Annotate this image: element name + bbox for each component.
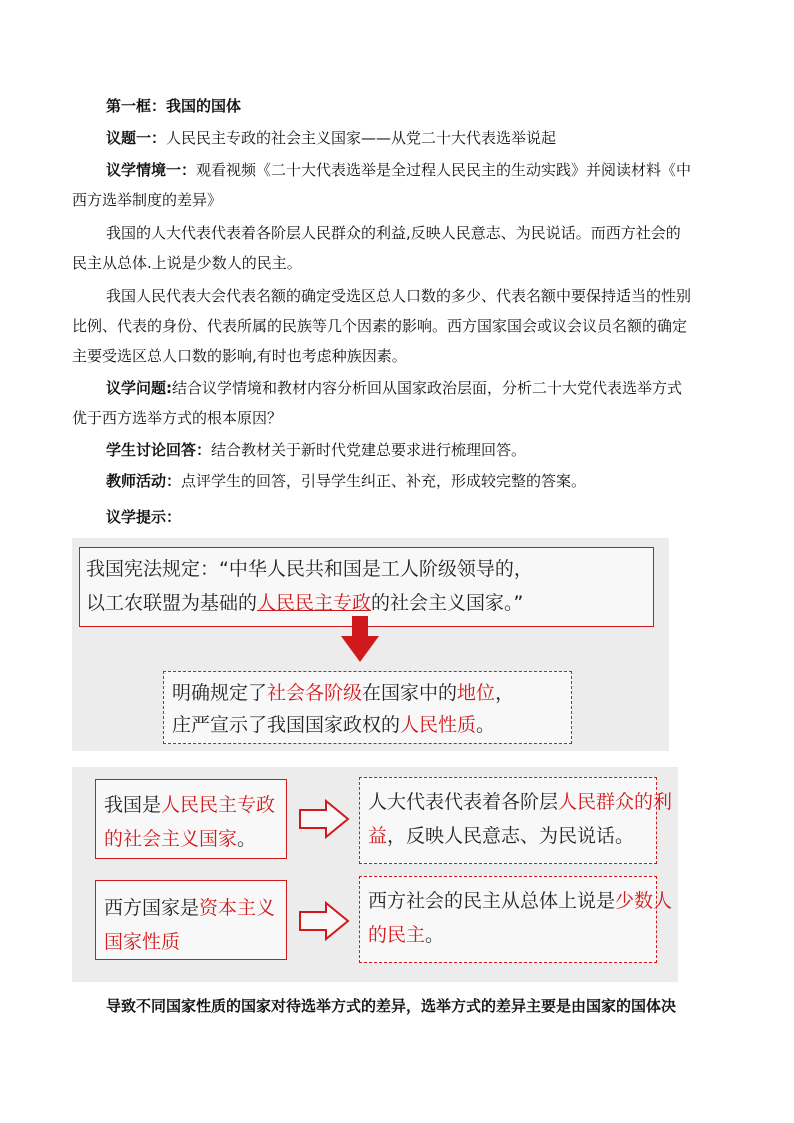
teacher-label: 教师活动：	[106, 472, 182, 490]
student-label: 学生讨论回答：	[106, 441, 212, 459]
constitution-line-2-a: 以工农联盟为基础的	[86, 592, 258, 614]
western-country-box	[95, 880, 287, 960]
western-highlight-1: 资本主义	[199, 897, 276, 919]
constitution-line-2	[86, 591, 523, 615]
meaning-line-1-b: 在国家中的	[362, 682, 458, 704]
representative-line-1	[368, 790, 672, 814]
para2-line1: 我国人民代表大会代表名额的确定受选区总人口数的多少、代表名额中要保持适当的性别	[106, 287, 692, 305]
question-line-2: 优于西方选举方式的根本原因？	[72, 409, 283, 427]
our-country-box	[95, 779, 287, 859]
topic-line	[106, 128, 556, 148]
western-democracy-line-2-b: 。	[425, 924, 445, 946]
representative-line-1-a: 人大代表代表着各阶层	[368, 791, 559, 813]
western-highlight-2: 国家性质	[104, 931, 181, 953]
representative-highlight-1: 人民群众的利	[558, 791, 673, 813]
student-text: 结合教材关于新时代党建总要求进行梳理回答。	[211, 441, 527, 459]
para2-line2: 比例、代表的身份、代表所属的民族等几个因素的影响。西方国家国会或议会议员名额的确定	[72, 317, 688, 335]
western-democracy-highlight-2: 的民主	[368, 924, 426, 946]
heading-label: 第一框：	[106, 97, 167, 115]
representative-box	[359, 777, 673, 864]
our-country-highlight-1: 人民民主专政	[161, 794, 276, 816]
our-country-line-2-b: 。	[237, 828, 257, 850]
western-country-line-1-a: 西方国家是	[104, 897, 200, 919]
meaning-highlight-2: 地位	[457, 682, 496, 704]
meaning-line-2	[172, 713, 495, 737]
student-line	[106, 440, 526, 460]
topic-label: 议题一：	[106, 129, 167, 147]
western-democracy-line-1-a: 西方社会的民主从总体上说是	[368, 890, 616, 912]
meaning-highlight-3: 人民性质	[400, 714, 477, 736]
right-arrow-icon	[298, 799, 350, 839]
our-country-line-1	[104, 793, 275, 817]
western-democracy-highlight-1: 少数人	[615, 890, 673, 912]
section-heading	[106, 96, 241, 116]
situation-line-2: 西方选举制度的差异》	[72, 191, 223, 209]
down-arrow-icon	[352, 616, 368, 638]
situation-text-1: 观看视频《二十大代表选举是全过程人民民主的生动实践》并阅读材料《中	[196, 161, 692, 179]
conclusion-line: 导致不同国家性质的国家对待选举方式的差异，选举方式的差异主要是由国家的国体决	[106, 997, 677, 1015]
situation-label: 议学情境一：	[106, 161, 197, 179]
question-label: 议学问题:	[106, 379, 172, 397]
right-arrow-icon-2	[298, 901, 350, 941]
meaning-line-1	[172, 681, 514, 705]
our-country-highlight-2: 的社会主义国家	[104, 828, 238, 850]
constitution-quote-box	[79, 547, 654, 627]
meaning-line-1-c: ，	[495, 682, 515, 704]
meaning-box	[163, 671, 572, 744]
question-text-1: 结合议学情境和教材内容分析回从国家政治层面，分析二十大党代表选举方式	[172, 379, 683, 397]
western-country-line-2	[104, 930, 180, 954]
constitution-line-2-b: 的社会主义国家。”	[371, 592, 524, 614]
para1-line2: 民主从总体.上说是少数人的民主。	[72, 254, 302, 272]
western-democracy-line-1	[368, 889, 672, 913]
heading-text: 我国的国体	[166, 97, 242, 115]
meaning-highlight-1: 社会各阶级	[267, 682, 363, 704]
meaning-line-2-a: 庄严宣示了我国国家政权的	[172, 714, 401, 736]
situation-line-1	[106, 160, 691, 180]
western-democracy-box	[359, 876, 673, 963]
meaning-line-1-a: 明确规定了	[172, 682, 268, 704]
constitution-highlight: 人民民主专政	[257, 592, 372, 614]
our-country-line-1-a: 我国是	[104, 794, 162, 816]
representative-line-2-b: ，反映人民意志、为民说话。	[387, 825, 635, 847]
question-line-1	[106, 378, 682, 398]
topic-text: 人民民主专政的社会主义国家——从党二十大代表选举说起	[166, 129, 557, 147]
representative-line-2	[368, 824, 634, 848]
western-democracy-line-2	[368, 923, 444, 947]
para2-line3: 主要受选区总人口数的影响,有时也考虑种族因素。	[72, 347, 407, 365]
our-country-line-2	[104, 827, 256, 851]
teacher-text: 点评学生的回答，引导学生纠正、补充，形成较完整的答案。	[181, 472, 587, 490]
meaning-line-2-b: 。	[476, 714, 496, 736]
down-arrow-head-icon	[341, 636, 379, 662]
constitution-line-1: 我国宪法规定：“中华人民共和国是工人阶级领导的，	[86, 558, 533, 580]
western-country-line-1	[104, 896, 275, 920]
representative-highlight-2: 益	[368, 825, 388, 847]
para1-line1: 我国的人大代表代表着各阶层人民群众的利益,反映人民意志、为民说话。而西方社会的	[106, 224, 681, 242]
hint-label: 议学提示：	[106, 508, 182, 526]
teacher-line	[106, 471, 586, 491]
